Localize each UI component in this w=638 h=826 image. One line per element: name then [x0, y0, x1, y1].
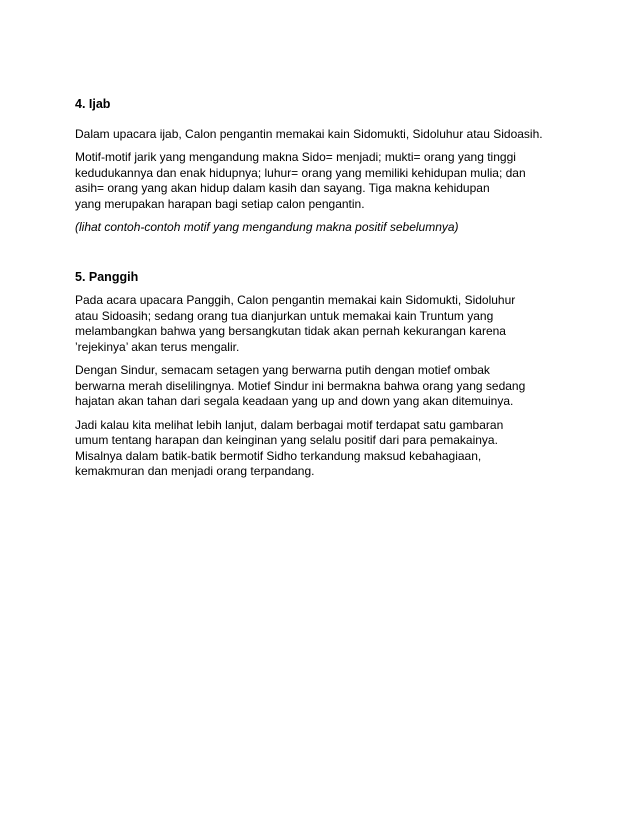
- section-4-paragraph-2: [75, 150, 575, 212]
- paragraph-line: umum tentang harapan dan keinginan yang selalu positif dari para pemakainya.: [75, 433, 498, 447]
- paragraph-line: Dengan Sindur, semacam setagen yang berwarna putih dengan motief ombak: [75, 363, 490, 377]
- paragraph-line: yang merupakan harapan bagi setiap calon pengantin.: [75, 196, 365, 211]
- document-body: [75, 97, 575, 480]
- section-5-paragraph-2: [75, 363, 575, 410]
- section-5-paragraph-1: [75, 293, 575, 355]
- paragraph-line: atau Sidoasih; sedang orang tua dianjurkan untuk memakai kain Truntum yang: [75, 308, 494, 323]
- paragraph-line: Pada acara upacara Panggih, Calon pengantin memakai kain Sidomukti, Sidoluhur: [75, 293, 516, 307]
- paragraph-line: Jadi kalau kita melihat lebih lanjut, dalam berbagai motif terdapat satu gambaran: [75, 417, 504, 432]
- paragraph-line: kedudukannya dan enak hidupnya; luhur= orang yang memiliki kehidupan mulia; dan: [75, 165, 526, 180]
- paragraph-line: melambangkan bahwa yang bersangkutan tidak akan pernah kekurangan karena: [75, 324, 506, 338]
- paragraph-line: asih= orang yang akan hidup dalam kasih dan sayang. Tiga makna kehidupan: [75, 181, 490, 195]
- paragraph-line: berwarna merah diselilingnya. Motief Sindur ini bermakna bahwa orang yang sedang: [75, 378, 526, 393]
- paragraph-line: Motif-motif jarik yang mengandung makna Sido= menjadi; mukti= orang yang tinggi: [75, 150, 516, 164]
- paragraph-line: ’rejekinya’ akan terus mengalir.: [75, 339, 240, 354]
- paragraph-line: kemakmuran dan menjadi orang terpandang.: [75, 464, 315, 478]
- paragraph-line: (lihat contoh-contoh motif yang mengandung makna positif sebelumnya): [75, 220, 459, 234]
- section-5-heading: 5. Panggih: [75, 269, 139, 284]
- section-4-heading: 4. Ijab: [75, 97, 111, 111]
- paragraph-line: Dalam upacara ijab, Calon pengantin memakai kain Sidomukti, Sidoluhur atau Sidoasih.: [75, 126, 543, 141]
- paragraph-line: hajatan akan tahan dari segala keadaan yang up and down yang akan ditemuinya.: [75, 394, 514, 408]
- section-4-paragraph-1: [75, 127, 575, 143]
- section-5-paragraph-3: [75, 418, 575, 480]
- section-4-italic-note: [75, 220, 575, 236]
- paragraph-line: Misalnya dalam batik-batik bermotif Sidho terkandung maksud kebahagiaan,: [75, 448, 482, 463]
